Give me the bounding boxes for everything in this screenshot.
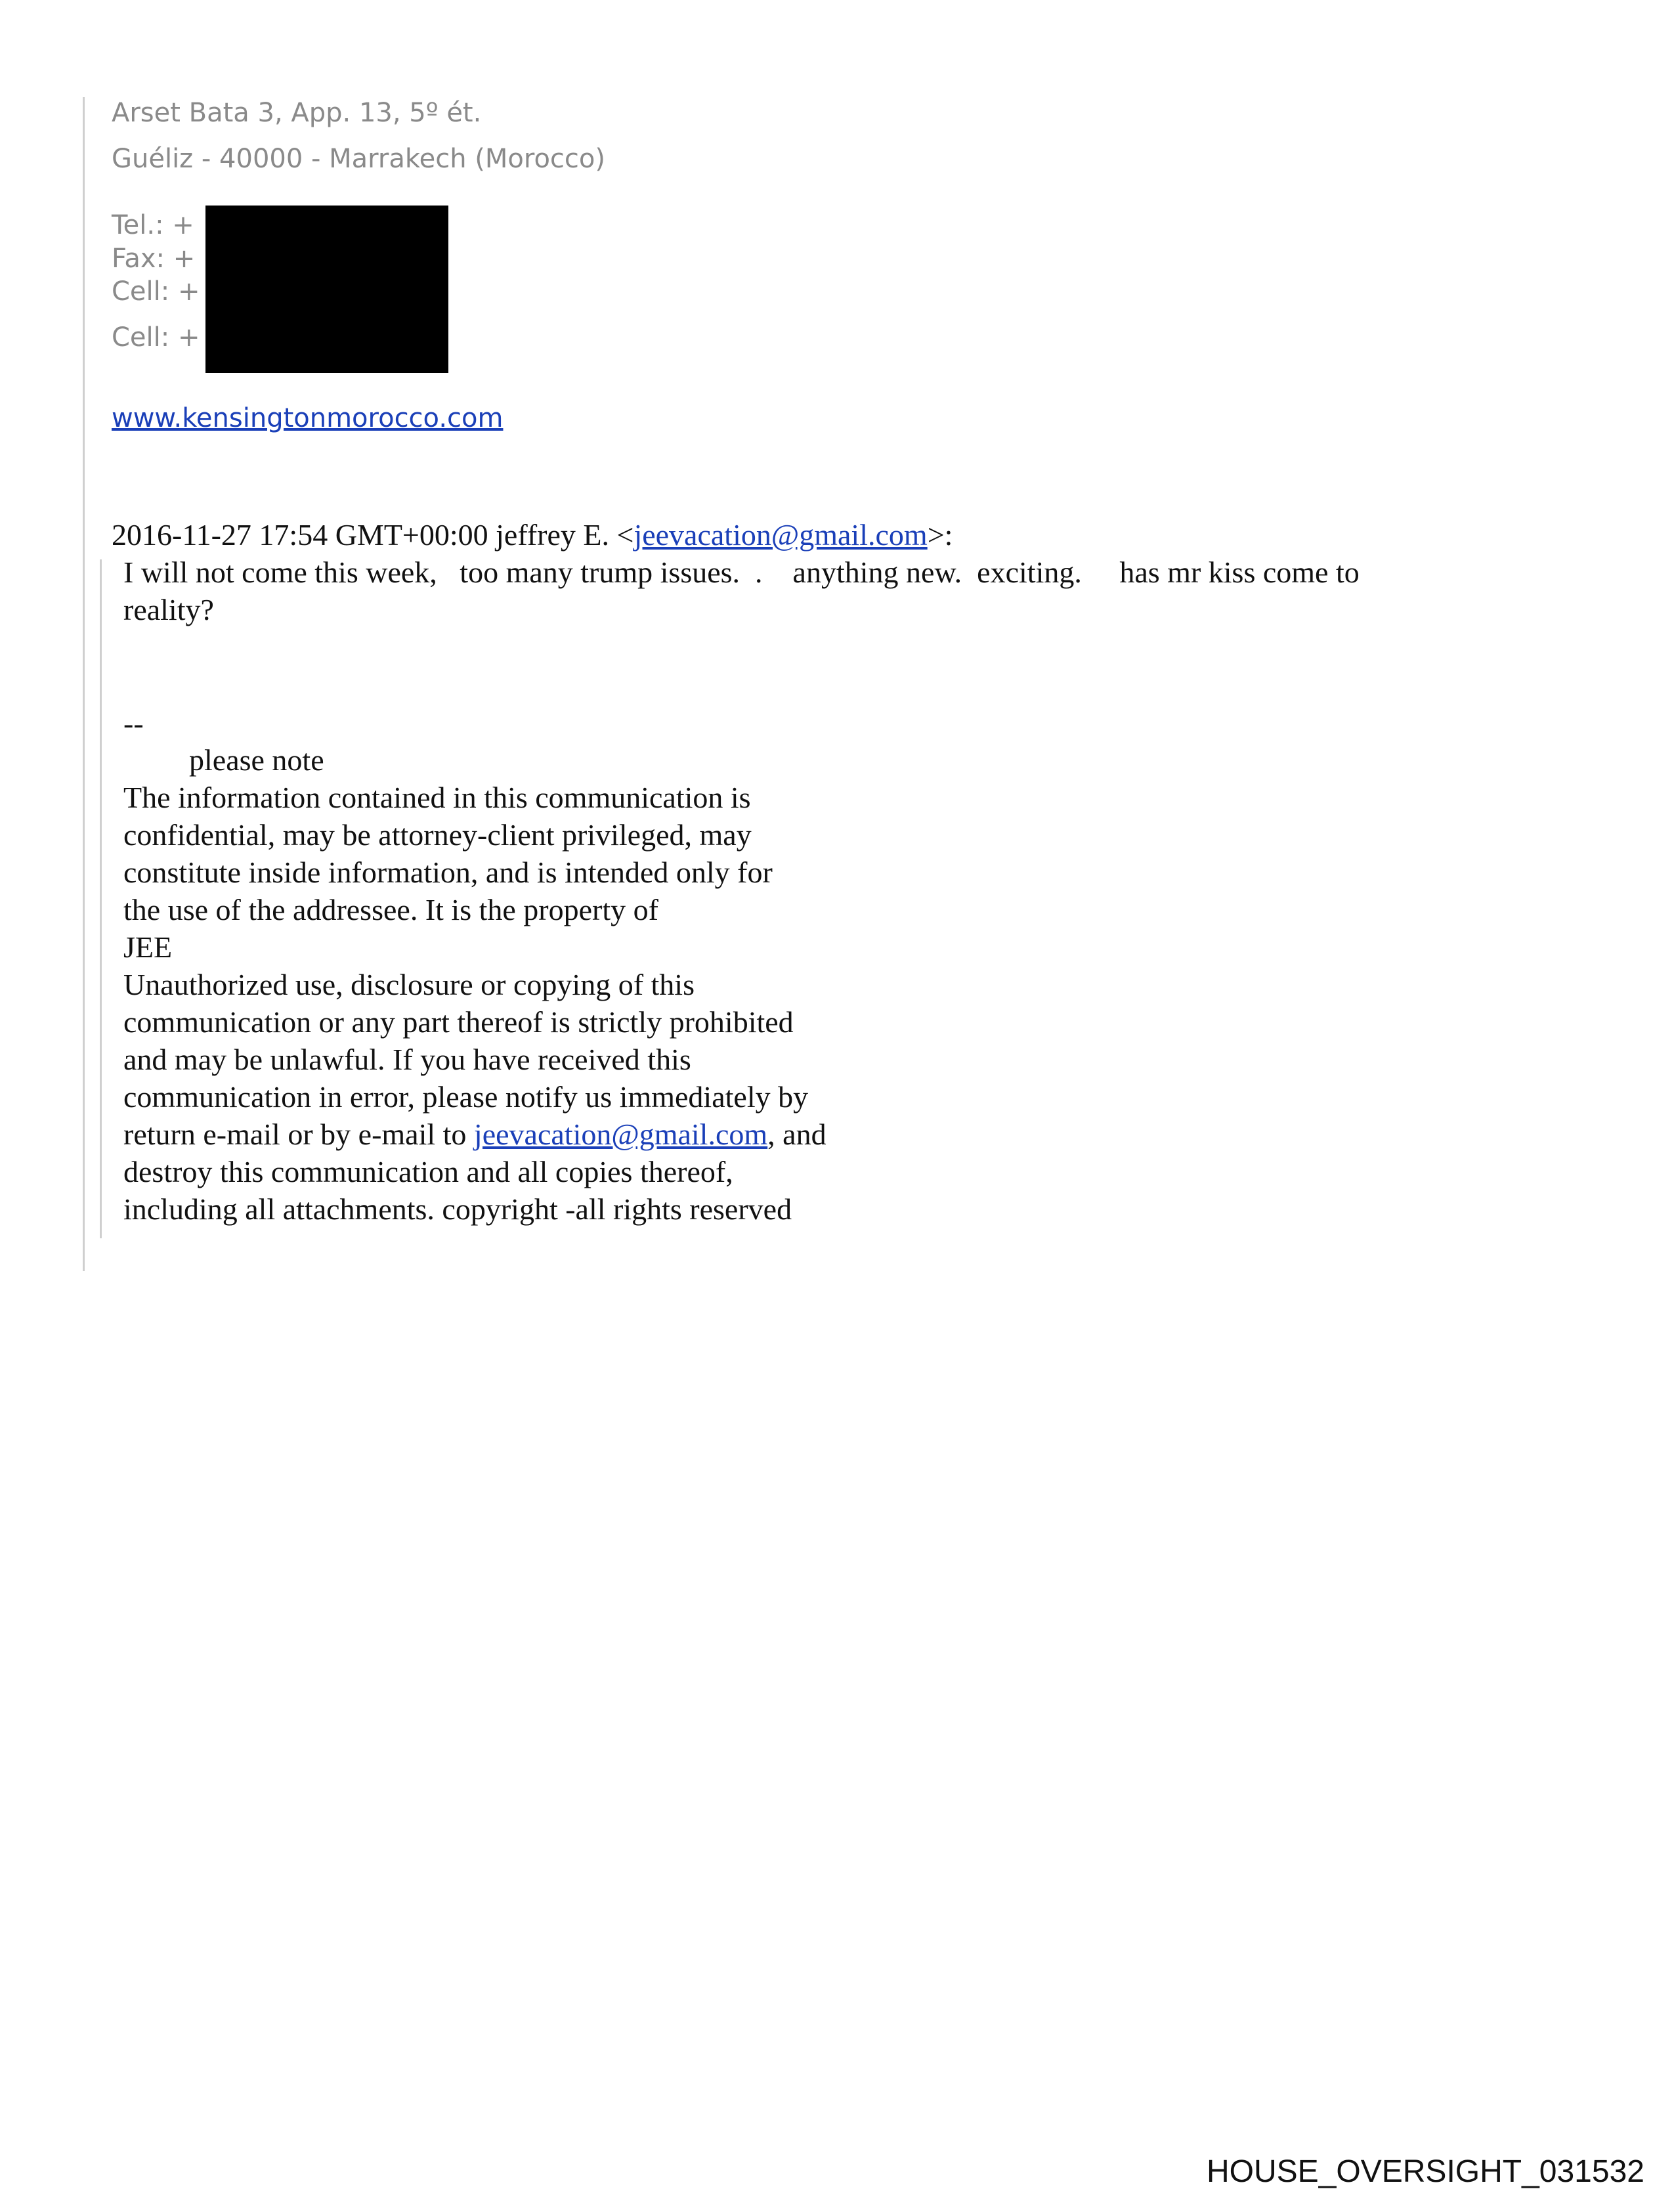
cell-label-1: Cell: + bbox=[112, 276, 200, 307]
quoted-header-suffix: >: bbox=[927, 518, 953, 552]
address-line-2: Guéliz - 40000 - Marrakech (Morocco) bbox=[112, 144, 605, 174]
disclaimer-line: constitute inside information, and is intended only for bbox=[123, 856, 773, 889]
disclaimer-line: communication in error, please notify us immediately by bbox=[123, 1080, 809, 1114]
inner-quote-bar bbox=[100, 559, 102, 1238]
disclaimer-line: JEE bbox=[123, 930, 173, 964]
quoted-header bbox=[112, 520, 953, 550]
disclaimer-line: destroy this communication and all copies thereof, bbox=[123, 1155, 733, 1188]
disclaimer-line: communication or any part thereof is strictly prohibited bbox=[123, 1005, 794, 1039]
cell-label-2: Cell: + bbox=[112, 322, 200, 353]
return-email-link[interactable]: jeevacation@gmail.com bbox=[473, 1117, 768, 1151]
disclaimer-line: including all attachments. copyright -all rights reserved bbox=[123, 1192, 792, 1226]
message-line-1: I will not come this week, too many trump issues. . anything new. exciting. has mr kiss come to bbox=[123, 555, 1360, 589]
disclaimer-line: and may be unlawful. If you have received this bbox=[123, 1043, 691, 1076]
signature-separator: -- bbox=[123, 706, 144, 740]
quoted-header-email-link[interactable]: jeevacation@gmail.com bbox=[633, 518, 928, 552]
quoted-header-prefix: 2016-11-27 17:54 GMT+00:00 jeffrey E. < bbox=[112, 518, 634, 552]
website-link[interactable]: www.kensingtonmorocco.com bbox=[112, 403, 504, 433]
disclaimer-line: confidential, may be attorney-client privileged, may bbox=[123, 818, 752, 852]
fax-label: Fax: + bbox=[112, 244, 196, 274]
message-line-2: reality? bbox=[123, 593, 214, 626]
return-prefix: return e-mail or by e-mail to bbox=[123, 1117, 474, 1151]
disclaimer-heading: please note bbox=[189, 743, 324, 777]
redaction-box bbox=[205, 206, 448, 373]
disclaimer-return-line bbox=[123, 1119, 826, 1150]
disclaimer-line: The information contained in this communication is bbox=[123, 781, 751, 814]
outer-quote-bar bbox=[83, 97, 85, 1271]
disclaimer-line: Unauthorized use, disclosure or copying of this bbox=[123, 968, 695, 1001]
disclaimer-line: the use of the addressee. It is the property of bbox=[123, 893, 658, 926]
tel-label: Tel.: + bbox=[112, 210, 194, 240]
return-suffix: , and bbox=[767, 1117, 826, 1151]
address-line-1: Arset Bata 3, App. 13, 5º ét. bbox=[112, 98, 482, 128]
bates-number: HOUSE_OVERSIGHT_031532 bbox=[1207, 2154, 1644, 2189]
